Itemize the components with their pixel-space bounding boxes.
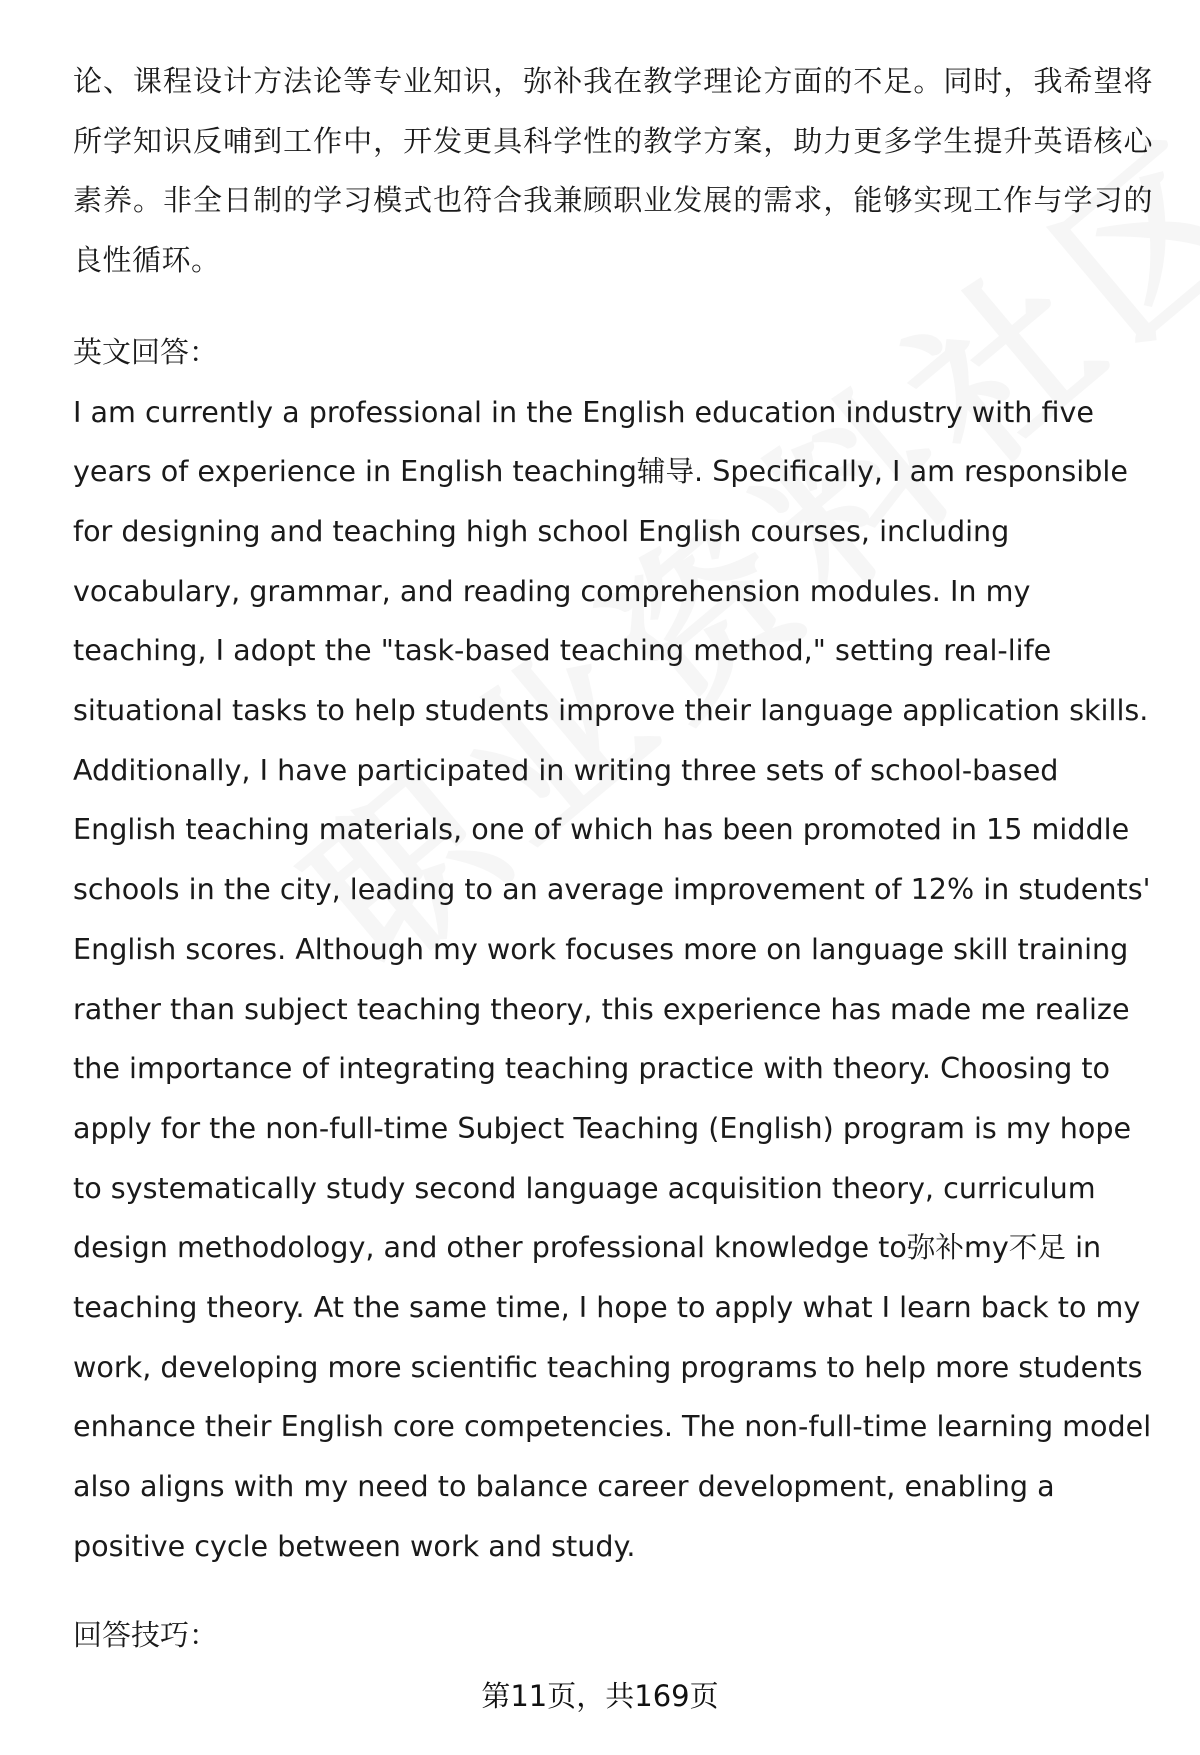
- cn-answer-paragraph: 论、课程设计方法论等专业知识，弥补我在教学理论方面的不足。同时，我希望将所学知识反哺到工作中，开发更具科学性的教学方案，助力更多学生提升英语核心素养。非全日制的学习模式也符合我兼顾职业发展的需求，能够实现工作与学习的良性循环。: [73, 64, 1153, 278]
- tips-heading: 回答技巧：: [73, 1617, 219, 1652]
- page-indicator: 第11页，共169页: [481, 1679, 719, 1713]
- en-answer-paragraph: I am currently a professional in the English education industry with five years of experience in English teaching辅导. Specifically, I am responsible for designing and teaching high school English courses, including vocabulary, grammar, and reading comprehension modules. In my teaching, I adopt the "task-based teaching method," setting real-life situational tasks to help students improve their language application skills. Additionally, I have participated in writing three sets of school-based English teaching materials, one of which has been promoted in 15 middle schools in the city, leading to an average improvement of 12% in students' English scores. Although my work focuses more on language skill training rather than subject teaching theory, this experience has made me realize the importance of integrating teaching practice with theory. Choosing to apply for the non-full-time Subject Teaching (English) program is my hope to systematically study second language acquisition theory, curriculum design methodology, and other professional knowledge to弥补my不足 in teaching theory. At the same time, I hope to apply what I learn back to my work, developing more scientific teaching programs to help more students enhance their English core competencies. The non-full-time learning model also aligns with my need to balance career development, enabling a positive cycle between work and study.: [73, 394, 1152, 1563]
- en-answer-heading: 英文回答：: [73, 334, 219, 369]
- document-body: [73, 52, 1153, 1665]
